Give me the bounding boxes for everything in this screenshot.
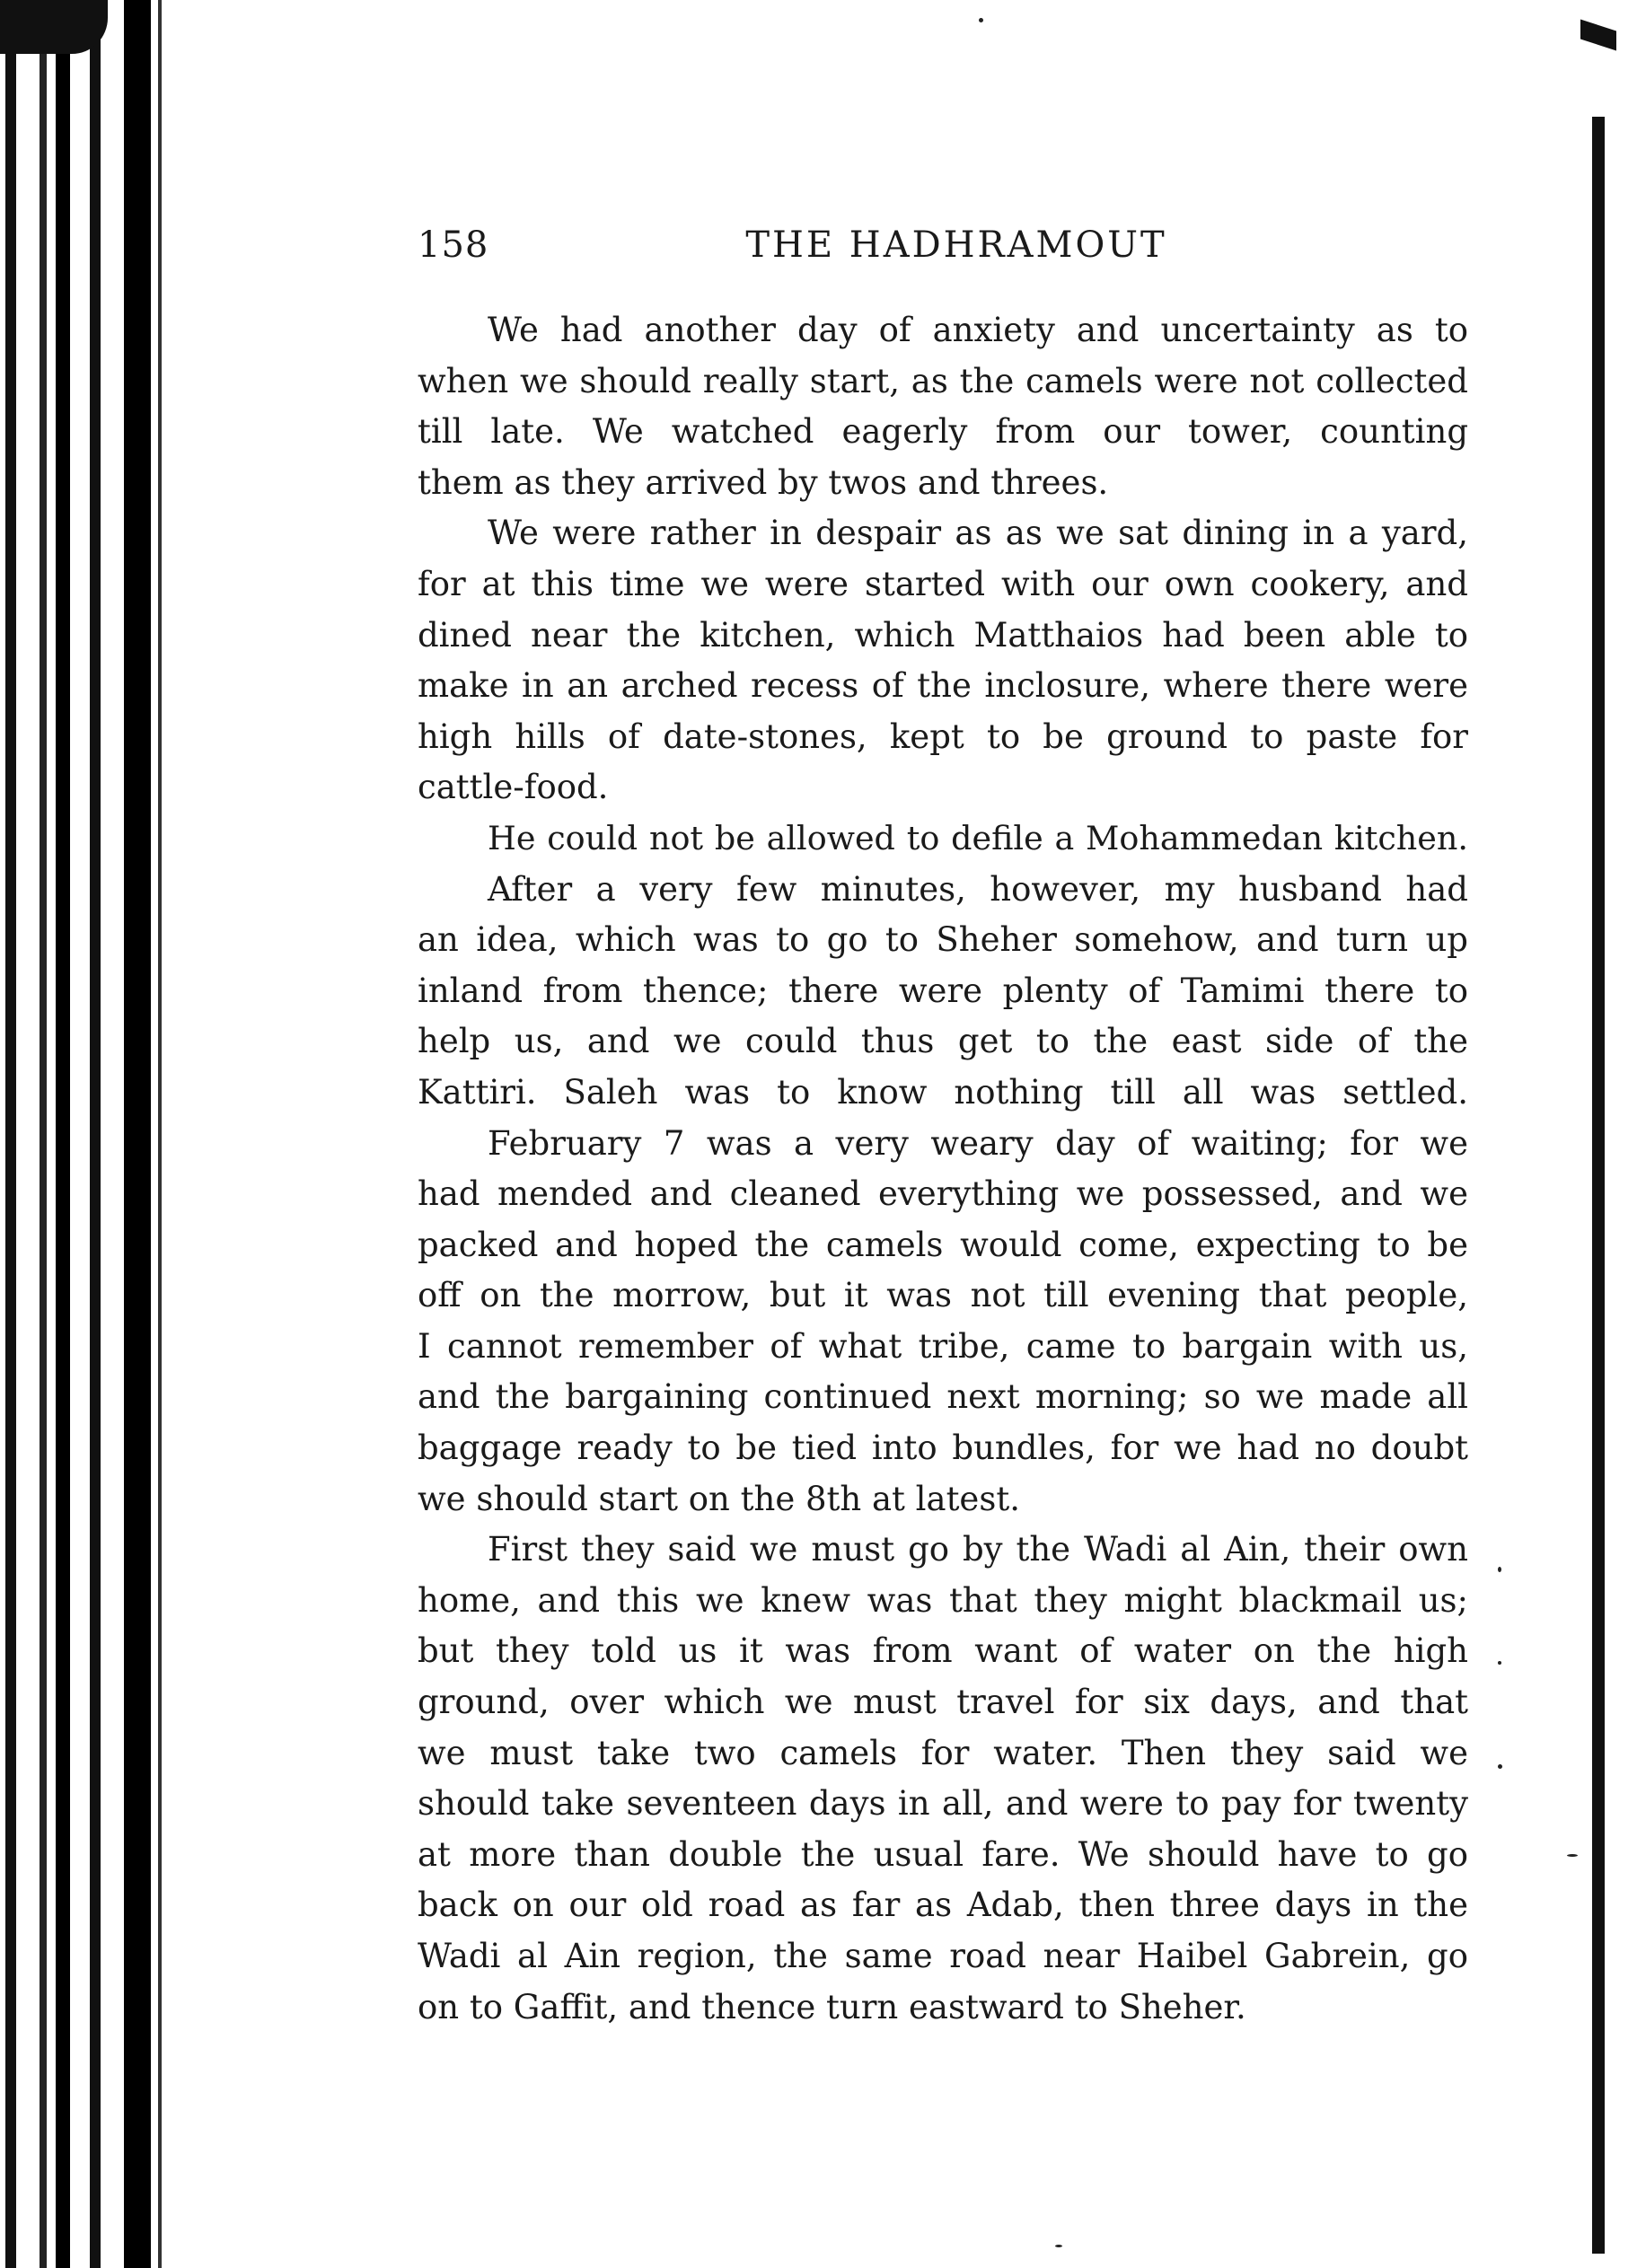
text-line: Kattiri. Saleh was to know nothing till all was settled. [418, 1072, 1468, 1112]
page-number: 158 [418, 224, 489, 266]
running-title: THE HADHRAMOUT [745, 224, 1167, 266]
text-line: high hills of date-stones, kept to be ground to paste for [418, 716, 1468, 756]
text-line: packed and hoped the camels would come, expecting to be [418, 1225, 1468, 1264]
text-line: cattle-food. [418, 768, 609, 807]
text-line: had mended and cleaned everything we possessed, and we [418, 1174, 1468, 1214]
text-line: We had another day of anxiety and uncertainty as to [488, 311, 1468, 349]
spine-shadow [0, 0, 108, 54]
text-line: First they said we must go by the Wadi al Ain, their own [488, 1530, 1468, 1569]
text-line: February 7 was a very weary day of waiting; for we [488, 1123, 1468, 1163]
speck [1498, 1567, 1501, 1572]
text-line: should take seventeen days in all, and were to pay for twenty [418, 1784, 1468, 1824]
text-line: ground, over which we must travel for six days, and that [418, 1683, 1468, 1722]
page-header [418, 224, 1468, 278]
page-edge-tick [1580, 20, 1616, 51]
text-line: make in an arched recess of the inclosure, where there were [418, 666, 1468, 706]
text-line: After a very few minutes, however, my husband had [488, 869, 1468, 909]
text-line: for at this time we were started with our own cookery, and [418, 564, 1468, 603]
speck [979, 18, 983, 22]
body-text [418, 305, 1468, 2033]
speck [1055, 2245, 1062, 2247]
text-line: till late. We watched eagerly from our tower, counting [418, 412, 1468, 452]
speck [1498, 1661, 1501, 1665]
text-line: at more than double the usual fare. We should have to go [418, 1834, 1468, 1874]
speck [1498, 1764, 1502, 1769]
text-line: dined near the kitchen, which Matthaios had been able to [418, 615, 1468, 655]
text-line: when we should really start, as the camels were not collected [418, 361, 1468, 400]
text-line: He could not be allowed to defile a Mohammedan kitchen. [488, 818, 1468, 857]
page-edge-bar [1592, 117, 1605, 2254]
text-line: home, and this we knew was that they might blackmail us; [418, 1580, 1468, 1620]
text-line: and the bargaining continued next morning; so we made all [418, 1377, 1468, 1417]
text-line: off on the morrow, but it was not till evening that people, [418, 1276, 1468, 1315]
text-line: help us, and we could thus get to the east side of the [418, 1022, 1468, 1061]
book-spine-edge [0, 0, 171, 2268]
speck [1567, 1854, 1578, 1857]
text-line: on to Gaffit, and thence turn eastward to Sheher. [418, 1987, 1246, 2026]
text-line: but they told us it was from want of water on the high [418, 1631, 1468, 1671]
text-line: Wadi al Ain region, the same road near Haibel Gabrein, go [418, 1937, 1468, 1975]
text-line: inland from thence; there were plenty of Tamimi there to [418, 971, 1468, 1010]
text-line: baggage ready to be tied into bundles, for we had no doubt [418, 1428, 1468, 1468]
text-line: them as they arrived by twos and threes. [418, 462, 1109, 502]
text-line: I cannot remember of what tribe, came to bargain with us, [418, 1326, 1468, 1366]
text-line: we must take two camels for water. Then they said we [418, 1733, 1468, 1772]
text-line: We were rather in despair as as we sat dining in a yard, [488, 514, 1468, 553]
text-line: we should start on the 8th at latest. [418, 1479, 1020, 1518]
text-line: back on our old road as far as Adab, then three days in the [418, 1886, 1468, 1925]
text-line: an idea, which was to go to Sheher somehow, and turn up [418, 920, 1468, 960]
